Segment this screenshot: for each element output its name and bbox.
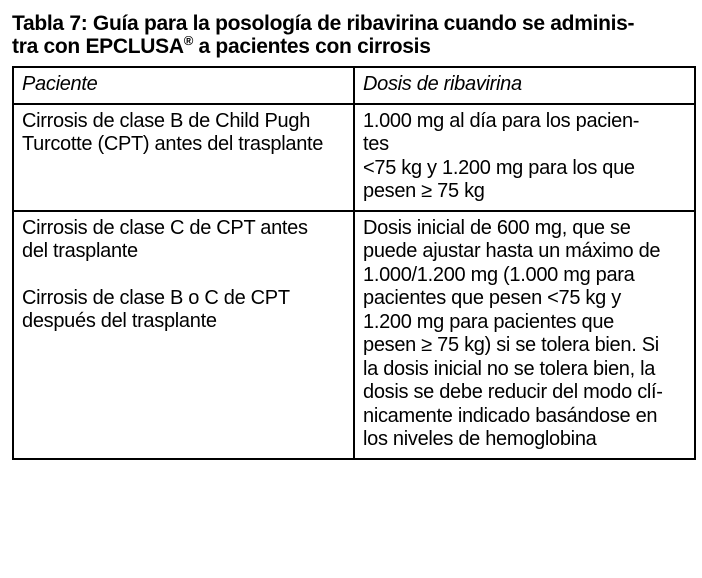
- table-title: [12, 12, 694, 58]
- text-line: pacientes que pesen <75 kg y: [363, 287, 621, 309]
- table-header-row: [13, 67, 695, 104]
- document-page: [12, 12, 694, 460]
- text-line: dosis se debe reducir del modo clí-: [363, 381, 663, 403]
- text-line: Cirrosis de clase C de CPT antes: [22, 216, 308, 239]
- text-line: nicamente indicado basándose en: [363, 404, 658, 427]
- text-line: pesen ≥ 75 kg) si se tolera bien. Si: [363, 334, 659, 356]
- cell-patient-row-1: [13, 104, 354, 211]
- cell-dose-row-1: [354, 104, 695, 211]
- text-line: 1.000 mg al día para los pacien-: [363, 109, 640, 132]
- table-title-line-2: tra con EPCLUSA: [12, 35, 184, 58]
- text-line: Dosis inicial de 600 mg, que se: [363, 216, 631, 239]
- text-line: la dosis inicial no se tolera bien, la: [363, 357, 656, 380]
- text-line: <75 kg y 1.200 mg para los que: [363, 156, 635, 179]
- text-line: Cirrosis de clase B o C de CPT: [22, 286, 290, 309]
- text-line: Cirrosis de clase B de Child Pugh: [22, 109, 311, 132]
- registered-mark: ®: [183, 33, 193, 48]
- paragraph-gap: [22, 264, 345, 287]
- header-patient: Paciente: [13, 67, 354, 104]
- text-line: tes: [363, 133, 389, 155]
- cell-patient-row-2: [13, 211, 354, 459]
- table-title-line-2-tail: a pacientes con cirrosis: [192, 35, 431, 58]
- text-line: después del trasplante: [22, 310, 217, 332]
- text-line: 1.200 mg para pacientes que: [363, 310, 614, 333]
- table-title-line-1: Tabla 7: Guía para la posología de ribavirina cuando se adminis-: [12, 12, 635, 35]
- text-line: 1.000/1.200 mg (1.000 mg para: [363, 263, 635, 286]
- table-row: [13, 211, 695, 459]
- text-line: del trasplante: [22, 240, 138, 262]
- text-line: puede ajustar hasta un máximo de: [363, 240, 661, 262]
- table-row: [13, 104, 695, 211]
- text-line: Turcotte (CPT) antes del trasplante: [22, 133, 324, 155]
- header-ribavirin-dose: Dosis de ribavirina: [354, 67, 695, 104]
- ribavirin-dosing-table: [12, 66, 696, 460]
- cell-dose-row-2: [354, 211, 695, 459]
- text-line: los niveles de hemoglobina: [363, 428, 597, 450]
- text-line: pesen ≥ 75 kg: [363, 180, 485, 202]
